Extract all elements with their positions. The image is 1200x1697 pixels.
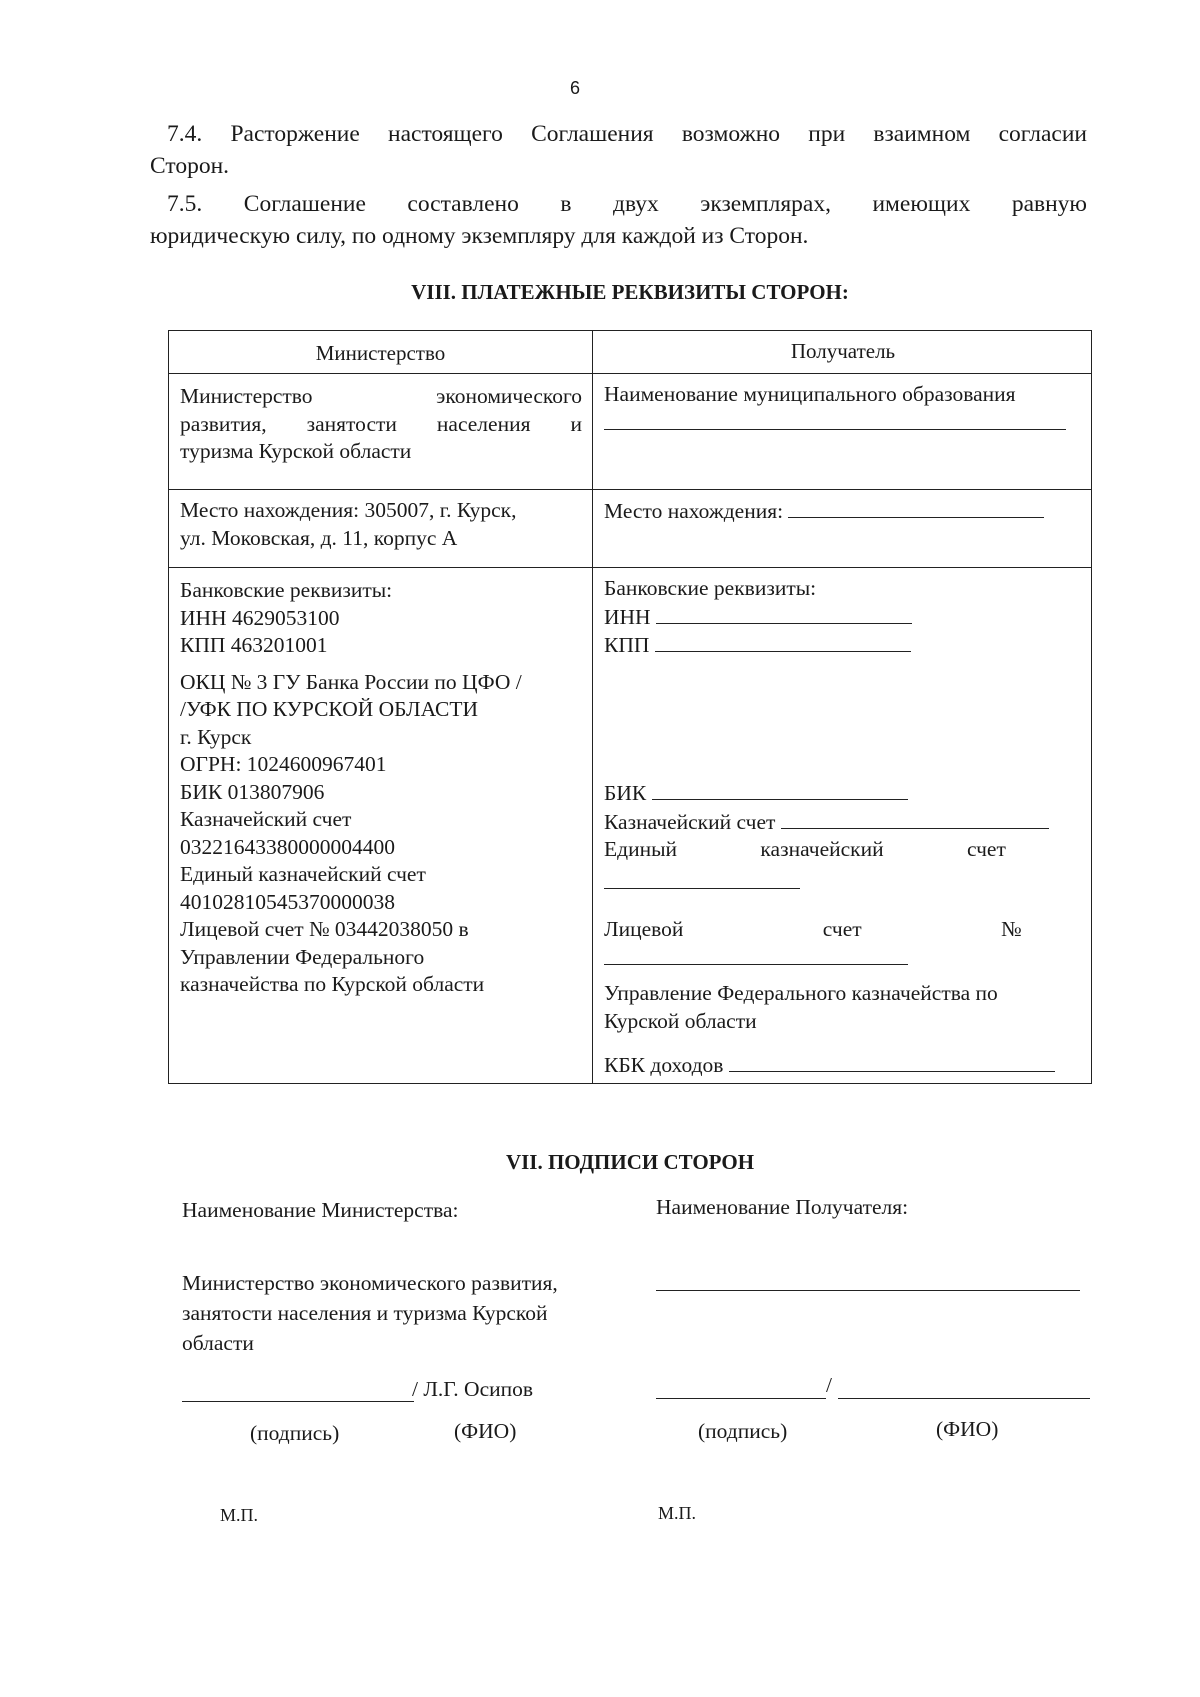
- recipient-name-blank: [604, 409, 1066, 430]
- table-row-divider: [169, 567, 1091, 568]
- column-header-recipient: Получатель: [790, 339, 896, 363]
- recipient-stamp-place: М.П.: [658, 1503, 697, 1523]
- ministry-stamp-place: М.П.: [220, 1505, 259, 1525]
- clause-7-4-line1: 7.4. Расторжение настоящего Соглашения возможно при взаимном согласии: [167, 121, 1087, 147]
- recipient-unified-blank: [604, 868, 800, 889]
- ministry-location-line2: ул. Моковская, д. 11, корпус А: [180, 525, 458, 550]
- recipient-kpp-blank: [655, 631, 911, 652]
- table-row-divider: [169, 373, 1091, 374]
- ministry-full-name-line3: области: [182, 1331, 254, 1355]
- ministry-full-name-line2: занятости населения и туризма Курской: [182, 1301, 548, 1325]
- section-7-title: VII. ПОДПИСИ СТОРОН: [505, 1150, 755, 1174]
- recipient-bank-cell: [604, 575, 1080, 660]
- recipient-treasury-dept-line2: Курской области: [604, 1008, 757, 1033]
- ministry-unified-account: 40102810545370000038: [180, 889, 395, 914]
- ministry-inn: ИНН 4629053100: [180, 605, 340, 630]
- recipient-bik-label: БИК: [604, 781, 647, 805]
- ministry-location-cell: [180, 497, 582, 552]
- recipient-inn-label: ИНН: [604, 604, 651, 629]
- ministry-signer-name: / Л.Г. Осипов: [412, 1377, 534, 1401]
- recipient-treasury-label: Казначейский счет: [604, 809, 776, 834]
- table-row-divider: [169, 489, 1091, 490]
- recipient-location-cell: [604, 497, 1084, 526]
- recipient-caption-fio: (ФИО): [936, 1417, 999, 1441]
- recipient-fio-line: [838, 1398, 1090, 1399]
- clause-7-5-line2: юридическую силу, по одному экземпляру для каждой из Сторон.: [150, 223, 809, 249]
- clause-7-4-line2: Сторон.: [150, 153, 230, 179]
- ministry-city: г. Курск: [180, 724, 252, 749]
- recipient-treasury-blank: [781, 808, 1049, 829]
- section-8-title: VIII. ПЛАТЕЖНЫЕ РЕКВИЗИТЫ СТОРОН:: [411, 280, 849, 304]
- recipient-location-label: Место нахождения:: [604, 499, 784, 523]
- ministry-name-line3: туризма Курской области: [180, 439, 412, 463]
- ministry-ogrn: ОГРН: 1024600967401: [180, 752, 387, 776]
- ministry-name-line2: развития, занятости населения и: [180, 411, 582, 436]
- ministry-location-line1: Место нахождения: 305007, г. Курск,: [180, 498, 517, 522]
- recipient-kpp-label: КПП: [604, 633, 650, 657]
- recipient-name-caption: Наименование Получателя:: [656, 1195, 909, 1219]
- recipient-kbk-label: КБК доходов: [604, 1053, 724, 1077]
- ministry-bank-label: Банковские реквизиты:: [180, 578, 393, 602]
- ministry-name-cell: [180, 383, 582, 466]
- ministry-okc-line1: ОКЦ № 3 ГУ Банка России по ЦФО /: [180, 669, 522, 694]
- ministry-treasury-dept-line1: Управлении Федерального: [180, 944, 425, 969]
- recipient-kbk-blank: [729, 1051, 1055, 1072]
- ministry-name-caption: Наименование Министерства:: [182, 1198, 459, 1222]
- ministry-unified-label: Единый казначейский счет: [180, 862, 426, 886]
- recipient-treasury-dept-line1: Управление Федерального казначейства по: [604, 981, 998, 1005]
- table-column-divider: [592, 331, 593, 1083]
- recipient-signature-line: [656, 1398, 826, 1399]
- recipient-bank-label: Банковские реквизиты:: [604, 576, 817, 600]
- recipient-name-cell: [604, 381, 1084, 437]
- ministry-bank-cell: [180, 577, 582, 999]
- recipient-unified-label: Единый казначейский счет: [604, 837, 1006, 861]
- ministry-kpp: КПП 463201001: [180, 633, 328, 657]
- ministry-name-line1: Министерство экономического: [180, 384, 582, 408]
- ministry-treasury-account: 03221643380000004400: [180, 834, 395, 859]
- column-header-ministry: Министерство: [315, 341, 446, 365]
- ministry-caption-fio: (ФИО): [454, 1419, 517, 1443]
- ministry-full-name: [182, 1268, 558, 1358]
- recipient-personal-blank: [604, 944, 908, 965]
- recipient-personal-label: Лицевой счет №: [604, 917, 1022, 941]
- recipient-name-label: Наименование муниципального образования: [604, 382, 1016, 406]
- recipient-signer-slash: /: [826, 1373, 832, 1397]
- recipient-caption-signature: (подпись): [698, 1419, 788, 1443]
- ministry-treasury-label: Казначейский счет: [180, 807, 352, 831]
- ministry-bik: БИК 013807906: [180, 779, 325, 804]
- ministry-full-name-line1: Министерство экономического развития,: [182, 1271, 558, 1295]
- recipient-bank-cell-lower: [604, 779, 1080, 1080]
- ministry-okc-line2: /УФК ПО КУРСКОЙ ОБЛАСТИ: [180, 697, 479, 721]
- recipient-inn-blank: [656, 603, 912, 624]
- ministry-signature-line: [182, 1401, 414, 1402]
- payment-details-table: [168, 330, 1092, 1084]
- recipient-bik-blank: [652, 779, 908, 800]
- clause-7-5-line1: 7.5. Соглашение составлено в двух экземплярах, имеющих равную: [167, 191, 1087, 217]
- ministry-personal-account: Лицевой счет № 03442038050 в: [180, 917, 469, 941]
- ministry-treasury-dept-line2: казначейства по Курской области: [180, 972, 485, 996]
- ministry-caption-signature: (подпись): [250, 1421, 340, 1445]
- recipient-location-blank: [788, 497, 1044, 518]
- recipient-full-name-blank: [656, 1290, 1080, 1291]
- page-number: 6: [569, 78, 580, 98]
